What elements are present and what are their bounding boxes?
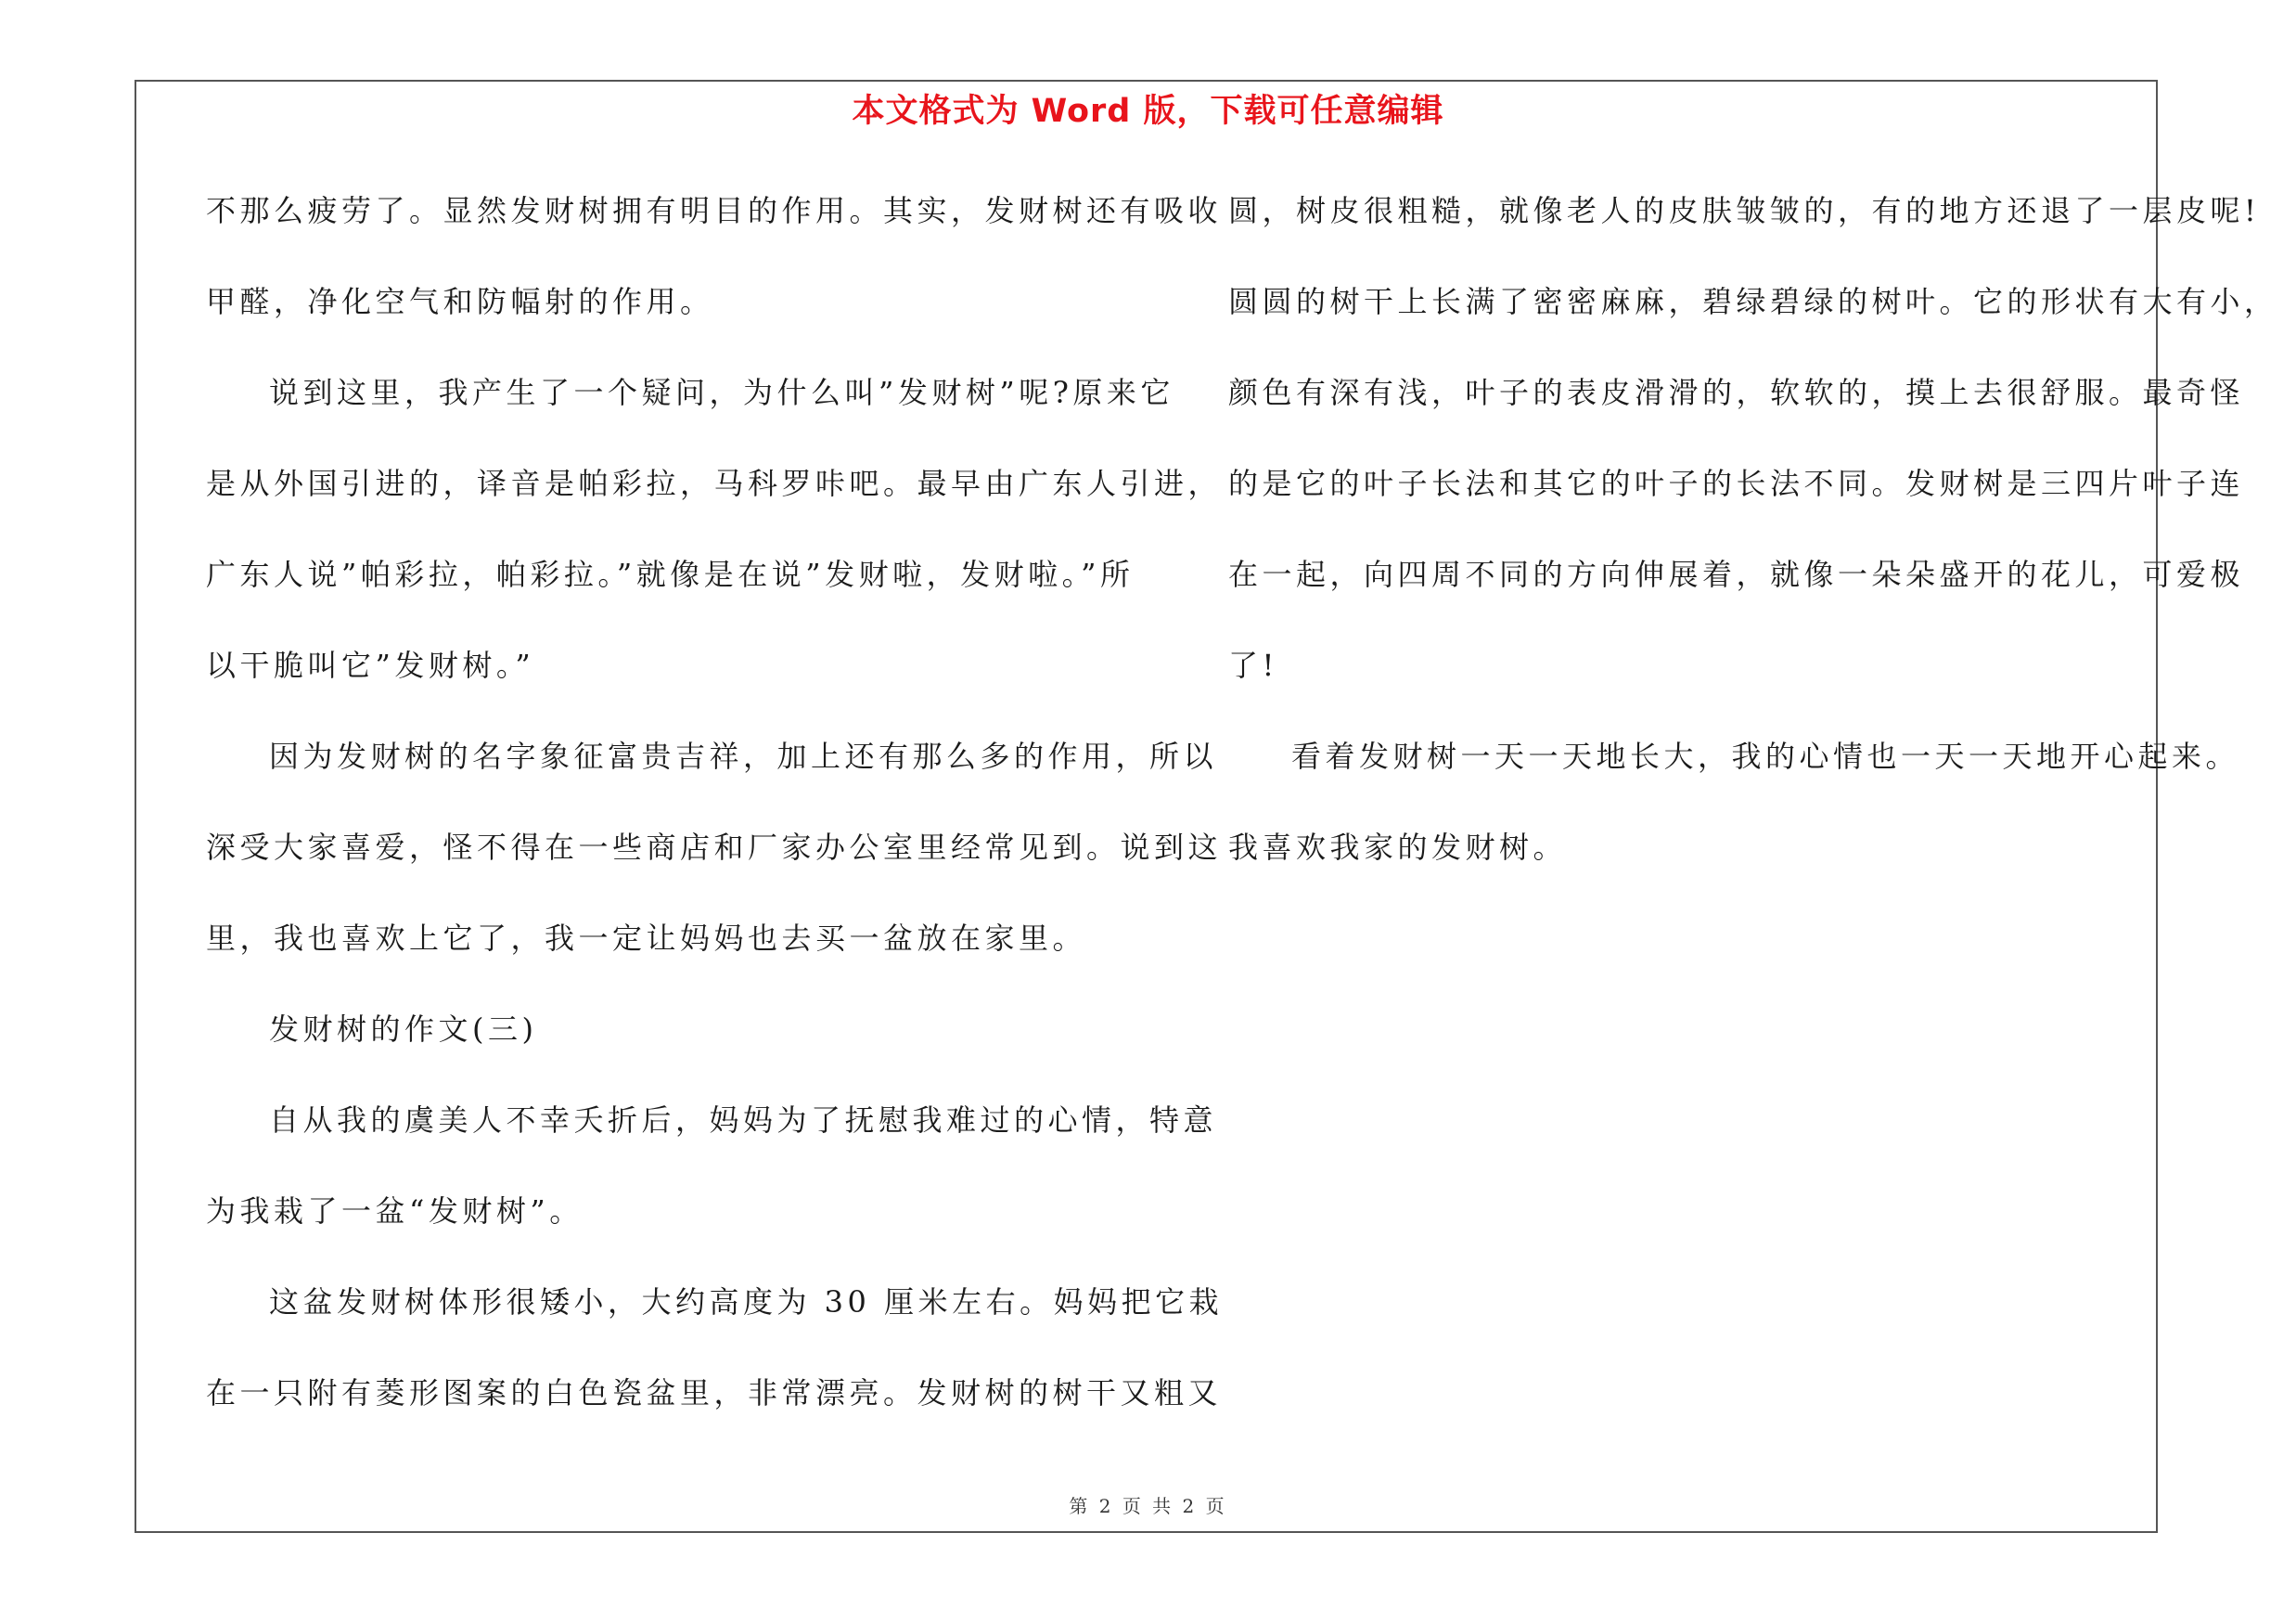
paragraph-line: 这盆发财树体形很矮小，大约高度为 30 厘米左右。妈妈把它栽 <box>269 1284 1224 1320</box>
paragraph-line: 圆，树皮很粗糙，就像老人的皮肤皱皱的，有的地方还退了一层皮呢! <box>1228 193 2261 228</box>
paragraph-line: 广东人说”帕彩拉，帕彩拉。”就像是在说”发财啦，发财啦。”所 <box>206 557 1135 592</box>
paragraph-line: 因为发财树的名字象征富贵吉祥，加上还有那么多的作用，所以 <box>269 739 1218 774</box>
left-column <box>206 178 1224 1451</box>
paragraph-line: 圆圆的树干上长满了密密麻麻，碧绿碧绿的树叶。它的形状有大有小， <box>1228 284 2278 319</box>
paragraph-line: 我喜欢我家的发财树。 <box>1228 830 1568 865</box>
paragraph-line: 颜色有深有浅，叶子的表皮滑滑的，软软的，摸上去很舒服。最奇怪 <box>1228 375 2245 410</box>
right-column <box>1228 178 2278 906</box>
paragraph-line: 里，我也喜欢上它了，我一定让妈妈也去买一盆放在家里。 <box>206 921 1087 956</box>
paragraph-line: 不那么疲劳了。显然发财树拥有明目的作用。其实，发财树还有吸收 <box>206 193 1223 228</box>
paragraph-line: 说到这里，我产生了一个疑问，为什么叫”发财树”呢?原来它 <box>269 375 1174 410</box>
page-number-footer: 第 2 页 共 2 页 <box>1069 1495 1227 1517</box>
paragraph-line: 自从我的虞美人不幸夭折后，妈妈为了抚慰我难过的心情，特意 <box>269 1102 1218 1138</box>
paragraph-line: 是从外国引进的，译音是帕彩拉，马科罗咔吧。最早由广东人引进， <box>206 466 1223 501</box>
paragraph-line: 了! <box>1228 648 1278 683</box>
header-banner: 本文格式为 Word 版，下载可任意编辑 <box>852 93 1444 130</box>
paragraph-line: 在一只附有菱形图案的白色瓷盆里，非常漂亮。发财树的树干又粗又 <box>206 1375 1223 1410</box>
paragraph-line: 深受大家喜爱，怪不得在一些商店和厂家办公室里经常见到。说到这 <box>206 830 1223 865</box>
paragraph-line: 在一起，向四周不同的方向伸展着，就像一朵朵盛开的花儿，可爱极 <box>1228 557 2245 592</box>
paragraph-line: 甲醛，净化空气和防幅射的作用。 <box>206 284 714 319</box>
paragraph-line: 的是它的叶子长法和其它的叶子的长法不同。发财树是三四片叶子连 <box>1228 466 2245 501</box>
section-heading: 发财树的作文(三) <box>269 1011 538 1047</box>
paragraph-line: 为我栽了一盆“发财树”。 <box>206 1193 584 1229</box>
paragraph-line: 看着发财树一天一天地长大，我的心情也一天一天地开心起来。 <box>1291 739 2240 774</box>
paragraph-line: 以干脆叫它”发财树。” <box>206 648 535 683</box>
